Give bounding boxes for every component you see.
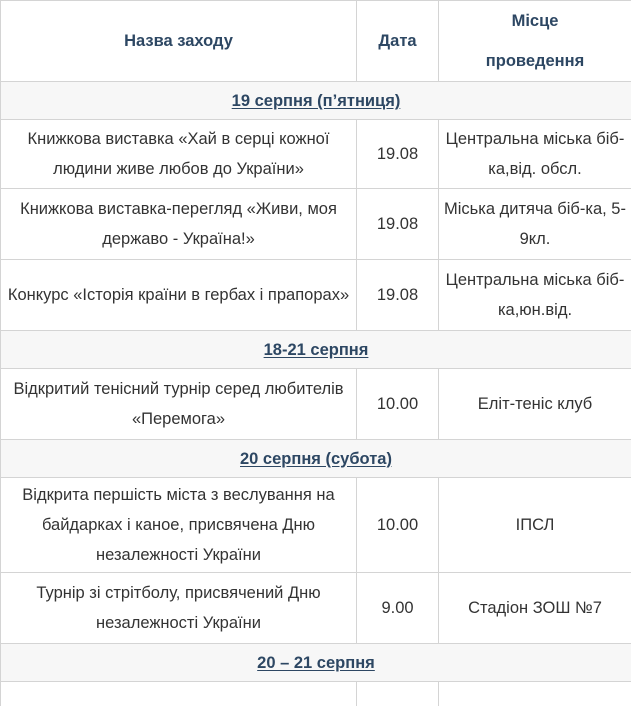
event-place: Центральна міська біб-ка,від. обсл. <box>439 120 631 189</box>
column-header-place-line2: проведення <box>486 52 584 70</box>
table-row-partial <box>1 682 631 706</box>
event-name-empty <box>1 682 357 706</box>
event-date: 9.00 <box>357 573 439 644</box>
event-date-empty <box>357 682 439 706</box>
event-date: 10.00 <box>357 478 439 573</box>
event-place-empty <box>439 682 631 706</box>
event-place: ІПСЛ <box>439 478 631 573</box>
section-row-20-august <box>1 440 631 478</box>
column-header-name: Назва заходу <box>1 1 357 82</box>
section-row-20-21-august <box>1 644 631 682</box>
section-title-link[interactable]: 18-21 серпня <box>1 331 631 369</box>
event-place: Еліт-теніс клуб <box>439 369 631 440</box>
section-title-link[interactable]: 19 серпня (п’ятниця) <box>1 82 631 120</box>
event-name: Відкритий тенісний турнір серед любителів «Перемога» <box>1 369 357 440</box>
table-row <box>1 369 631 440</box>
section-row-19-august <box>1 82 631 120</box>
event-place: Стадіон ЗОШ №7 <box>439 573 631 644</box>
event-name: Книжкова виставка-перегляд «Живи, моя державо - Україна!» <box>1 189 357 260</box>
column-header-place <box>439 1 631 82</box>
table-row <box>1 120 631 189</box>
section-title-link[interactable]: 20 серпня (субота) <box>1 440 631 478</box>
event-date: 19.08 <box>357 260 439 331</box>
event-name: Книжкова виставка «Хай в серці кожної людини живе любов до України» <box>1 120 357 189</box>
event-date: 19.08 <box>357 189 439 260</box>
event-place: Центральна міська біб-ка,юн.від. <box>439 260 631 331</box>
event-date: 10.00 <box>357 369 439 440</box>
table-row <box>1 189 631 260</box>
column-header-date: Дата <box>357 1 439 82</box>
event-name: Відкрита першість міста з веслування на байдарках і каное, присвячена Дню незалежності України <box>1 478 357 573</box>
event-date: 19.08 <box>357 120 439 189</box>
table-row <box>1 260 631 331</box>
event-name: Турнір зі стрітболу, присвячений Дню незалежності України <box>1 573 357 644</box>
event-name: Конкурс «Історія країни в гербах і прапорах» <box>1 260 357 331</box>
event-place: Міська дитяча біб-ка, 5-9кл. <box>439 189 631 260</box>
section-title-link[interactable]: 20 – 21 серпня <box>1 644 631 682</box>
table-header-row <box>1 1 631 82</box>
section-row-18-21-august <box>1 331 631 369</box>
table-row <box>1 478 631 573</box>
column-header-place-line1: Місце <box>512 12 559 30</box>
table-row <box>1 573 631 644</box>
